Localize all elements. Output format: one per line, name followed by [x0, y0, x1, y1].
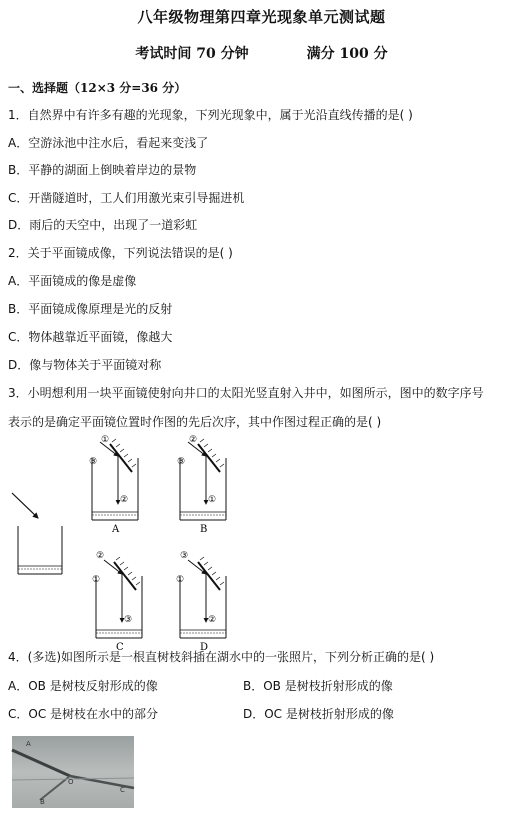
photo-label-o: O [68, 778, 74, 786]
q2-option-d: D．像与物体关于平面镜对称 [8, 358, 162, 372]
fig-a-mark-1: ① [101, 435, 110, 445]
figure-label-b: B [200, 524, 208, 535]
q1-option-c: C．开凿隧道时，工人们用激光束引导掘进机 [8, 191, 245, 205]
figure-label-a: A [112, 524, 120, 535]
fig-d-mark-2: ② [208, 615, 217, 625]
fig-c-mark-1: ① [92, 575, 101, 585]
figure-label-c: C [116, 642, 124, 653]
fig-d-mark-3: ③ [180, 551, 189, 561]
exam-time: 考试时间 70 分钟 [135, 46, 249, 62]
fig-a-mark-3: ③ [89, 457, 98, 467]
figure-d [176, 551, 226, 653]
reference-well [18, 526, 62, 574]
q4-option-d: D．OC 是树枝折射形成的像 [243, 707, 394, 721]
fig-c-mark-2: ② [96, 551, 105, 561]
figure-b [177, 435, 226, 535]
q4-stem: 4．(多选)如图所示是一根直树枝斜插在湖水中的一张照片，下列分析正确的是( ) [8, 650, 435, 664]
figure-a [89, 435, 138, 535]
q1-option-d: D．雨后的天空中，出现了一道彩虹 [8, 218, 198, 232]
branch-photo [12, 736, 134, 808]
q4-option-c: C．OC 是树枝在水中的部分 [8, 707, 159, 721]
q2-option-c: C．物体越靠近平面镜，像越大 [8, 330, 173, 344]
q2-stem: 2．关于平面镜成像，下列说法错误的是( ) [8, 246, 233, 260]
exam-score: 满分 100 分 [306, 46, 388, 62]
fig-b-mark-1: ① [208, 495, 217, 505]
photo-label-b: B [40, 798, 45, 806]
photo-label-a: A [26, 740, 31, 748]
q1-stem: 1．自然界中有许多有趣的光现象，下列光现象中，属于光沿直线传播的是( ) [8, 108, 413, 122]
fig-d-mark-1: ① [176, 575, 185, 585]
fig-b-mark-2: ② [189, 435, 198, 445]
photo-label-c: C [120, 786, 125, 794]
q3-stem-line1: 3．小明想利用一块平面镜使射向井口的太阳光竖直射入井中，如图所示，图中的数字序号 [8, 386, 484, 400]
q1-option-b: B．平静的湖面上倒映着岸边的景物 [8, 163, 197, 177]
figure-c [92, 551, 142, 653]
page-title: 八年级物理第四章光现象单元测试题 [137, 8, 386, 26]
q1-option-a: A．空游泳池中注水后，看起来变浅了 [8, 136, 209, 150]
q3-figure [0, 428, 240, 653]
exam-info [0, 43, 523, 63]
q4-option-b: B．OB 是树枝折射形成的像 [243, 679, 393, 693]
fig-a-mark-2: ② [120, 495, 129, 505]
q2-option-b: B．平面镜成像原理是光的反射 [8, 302, 173, 316]
fig-c-mark-3: ③ [124, 615, 133, 625]
q2-option-a: A．平面镜成的像是虚像 [8, 274, 137, 288]
q4-option-a: A．OB 是树枝反射形成的像 [8, 679, 158, 693]
fig-b-mark-3: ③ [177, 457, 186, 467]
figure-label-d: D [200, 642, 209, 653]
section-heading: 一、选择题（12×3 分=36 分） [8, 81, 187, 95]
q3-stem-line2: 表示的是确定平面镜位置时作图的先后次序，其中作图过程正确的是( ) [8, 415, 382, 429]
reference-sunray [12, 493, 38, 518]
